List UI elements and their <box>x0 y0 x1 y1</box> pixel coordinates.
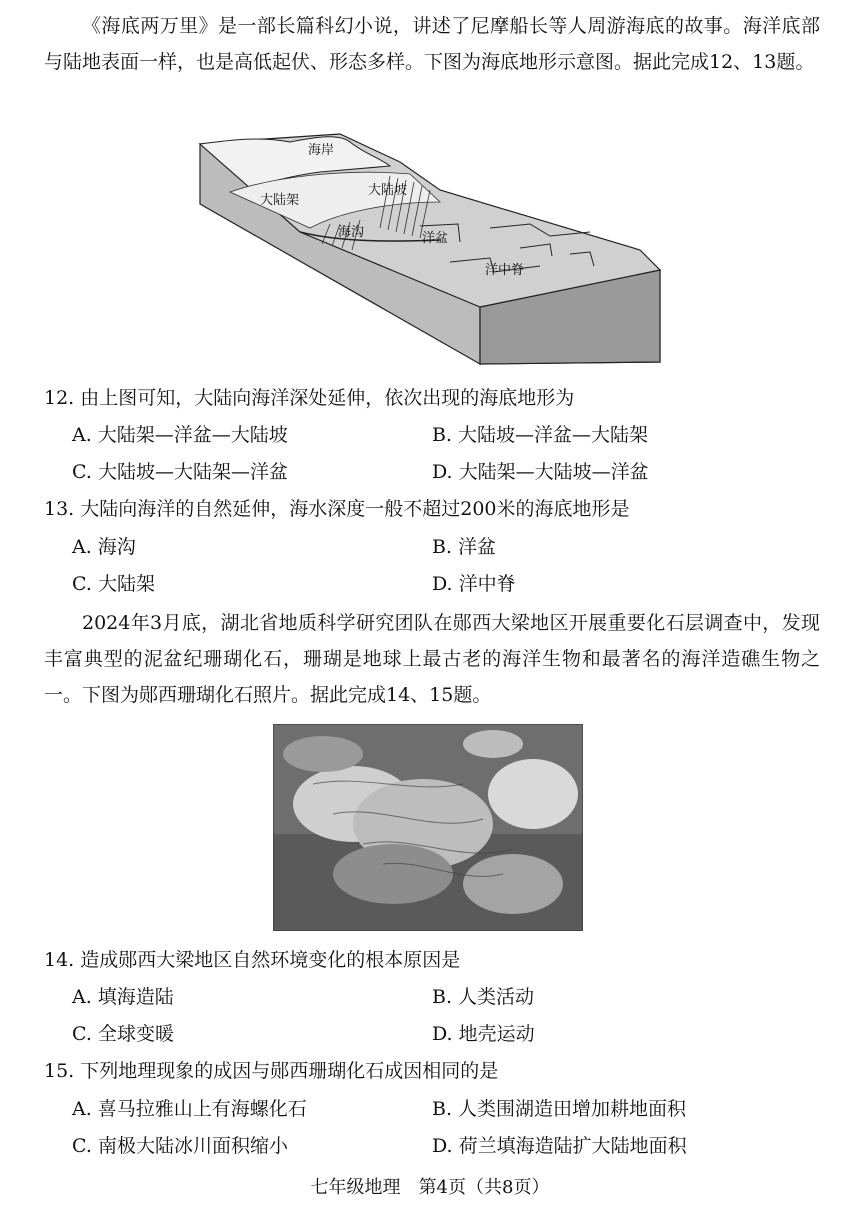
question-13-option-c: C. 大陆架 <box>72 573 155 595</box>
question-12-option-d: D. 大陆架—大陆坡—洋盆 <box>432 461 649 483</box>
question-13-option-d: D. 洋中脊 <box>432 573 516 595</box>
question-15-stem: 15. 下列地理现象的成因与郧西珊瑚化石成因相同的是 <box>44 1060 499 1082</box>
question-15-option-b: B. 人类围湖造田增加耕地面积 <box>432 1098 687 1120</box>
coral-fossil-photo <box>273 724 583 931</box>
question-13-option-a: A. 海沟 <box>72 536 136 558</box>
question-14-stem: 14. 造成郧西大梁地区自然环境变化的根本原因是 <box>44 949 461 971</box>
intro-passage-1: 《海底两万里》是一部长篇科幻小说，讲述了尼摩船长等人周游海底的故事。海洋底部与陆地表面一样，也是高低起伏、形态多样。下图为海底地形示意图。据此完成12、13题。 <box>44 15 820 73</box>
question-13-stem: 13. 大陆向海洋的自然延伸，海水深度一般不超过200米的海底地形是 <box>44 498 630 520</box>
question-14-option-b: B. 人类活动 <box>432 986 535 1008</box>
question-12-stem: 12. 由上图可知，大陆向海洋深处延伸，依次出现的海底地形为 <box>44 387 575 409</box>
question-13-option-b: B. 洋盆 <box>432 536 497 558</box>
question-15-option-d: D. 荷兰填海造陆扩大陆地面积 <box>432 1135 687 1157</box>
question-12-option-c: C. 大陆坡—大陆架—洋盆 <box>72 461 288 483</box>
label-continental-slope: 大陆坡 <box>368 183 408 198</box>
label-trench: 海沟 <box>338 225 365 240</box>
question-15-option-c: C. 南极大陆冰川面积缩小 <box>72 1135 288 1157</box>
seafloor-landform-diagram <box>190 132 670 372</box>
label-coast: 海岸 <box>308 143 335 158</box>
label-ocean-basin: 洋盆 <box>422 231 449 246</box>
label-continental-shelf: 大陆架 <box>260 193 300 208</box>
question-14-option-a: A. 填海造陆 <box>72 986 174 1008</box>
question-12-option-a: A. 大陆架—洋盆—大陆坡 <box>72 424 288 446</box>
question-15-option-a: A. 喜马拉雅山上有海螺化石 <box>72 1098 307 1120</box>
page-footer: 七年级地理 第4页（共8页） <box>310 1177 550 1198</box>
question-14-option-d: D. 地壳运动 <box>432 1023 535 1045</box>
question-12-option-b: B. 大陆坡—洋盆—大陆架 <box>432 424 649 446</box>
intro-passage-2: 2024年3月底，湖北省地质科学研究团队在郧西大梁地区开展重要化石层调查中，发现丰富典型的泥盆纪珊瑚化石，珊瑚是地球上最古老的海洋生物和最著名的海洋造礁生物之一。下图为郧西珊瑚化石照片。据此完成14、15题。 <box>44 612 820 706</box>
question-14-option-c: C. 全球变暖 <box>72 1023 174 1045</box>
label-mid-ocean-ridge: 洋中脊 <box>485 263 525 278</box>
